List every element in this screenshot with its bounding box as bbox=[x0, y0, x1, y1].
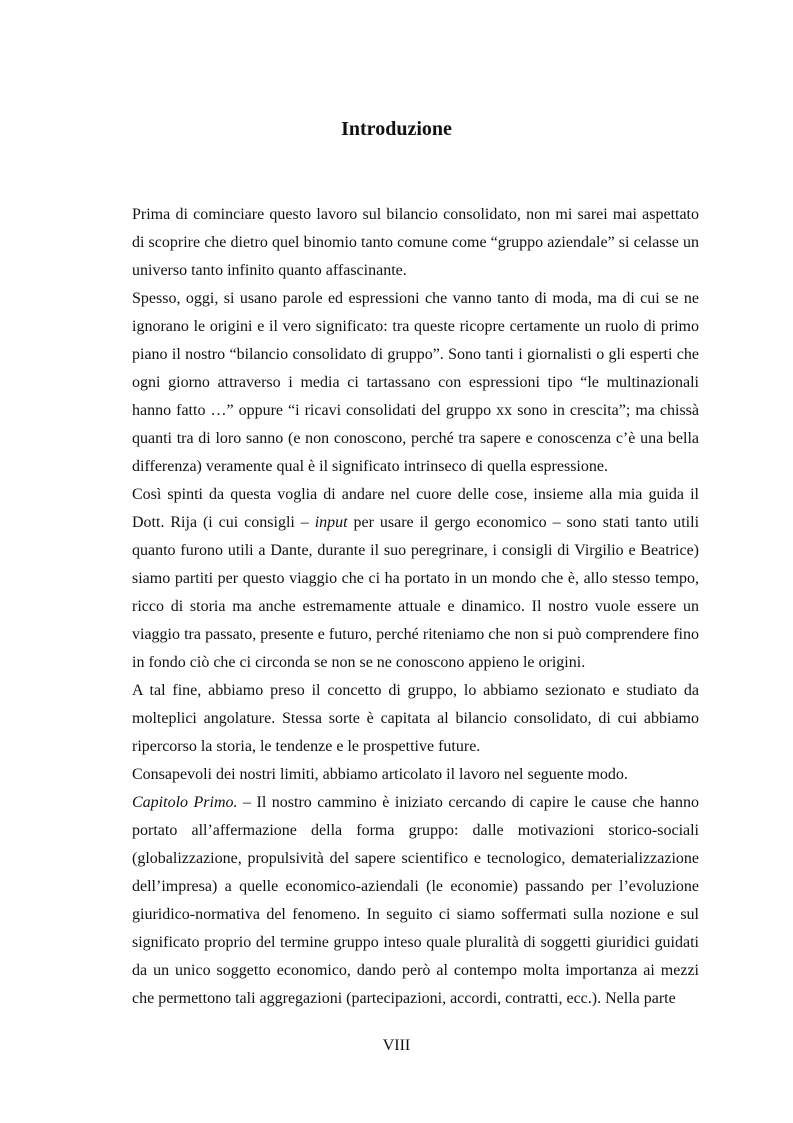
paragraph-3-italic-term: input bbox=[314, 514, 348, 531]
paragraph-2: Spesso, oggi, si usano parole ed espressioni che vanno tanto di moda, ma di cui se ne ignorano le origini e il vero significato: tra queste ricopre certamente un ruolo di primo piano il nostro “bilancio consolidato di gruppo”. Sono tanti i giornalisti o gli esperti che ogni giorno attraverso i media ci tartassano con espressioni tipo “le multinazionali hanno fatto …” oppure “i ricavi consolidati del gruppo xx sono in crescita”; ma chissà quanti tra di loro sanno (e non conoscono, perché tra sapere e conoscenza c’è una bella differenza) veramente qual è il significato intrinseco di quella espressione. bbox=[132, 290, 699, 475]
paragraph-1: Prima di cominciare questo lavoro sul bilancio consolidato, non mi sarei mai aspettato di scoprire che dietro quel binomio tanto comune come “gruppo aziendale” si celasse un universo tanto infinito quanto affascinante. bbox=[132, 206, 699, 279]
paragraph-4: A tal fine, abbiamo preso il concetto di gruppo, lo abbiamo sezionato e studiato da molteplici angolature. Stessa sorte è capitata al bilancio consolidato, di cui abbiamo ripercorso la storia, le tendenze e le prospettive future. bbox=[132, 682, 699, 755]
page-title: Introduzione bbox=[341, 118, 452, 140]
body-text bbox=[132, 201, 699, 1013]
paragraph-3-text-after: per usare il gergo economico – sono stati tanto utili quanto furono utili a Dante, durante il suo peregrinare, i consigli di Virgilio e Beatrice) siamo partiti per questo viaggio che ci ha portato in un mondo che è, allo stesso tempo, ricco di storia ma anche estremamente attuale e dinamico. Il nostro vuole essere un viaggio tra passato, presente e futuro, perché riteniamo che non si può comprendere fino in fondo ciò che ci circonda se non se ne conoscono appieno le origini. bbox=[132, 514, 700, 671]
paragraph-3 bbox=[132, 481, 699, 677]
paragraph-6 bbox=[132, 789, 699, 1013]
paragraph-6-text: – Il nostro cammino è iniziato cercando di capire le cause che hanno portato all’affermazione della forma gruppo: dalle motivazioni storico-sociali (globalizzazione, propulsività del sapere scientifico e tecnologico, dematerializzazione dell’impresa) a quelle economico-aziendali (le economie) passando per l’evoluzione giuridico-normativa del fenomeno. In seguito ci siamo soffermati sulla nozione e sul significato proprio del termine gruppo inteso quale pluralità di soggetti giuridici guidati da un unico soggetto economico, dando però al contempo molta importanza ai mezzi che permettono tali aggregazioni (partecipazioni, accordi, contratti, ecc.). Nella parte bbox=[132, 794, 699, 1007]
paragraph-5: Consapevoli dei nostri limiti, abbiamo articolato il lavoro nel seguente modo. bbox=[132, 766, 628, 783]
chapter-heading-inline: Capitolo Primo. bbox=[132, 794, 238, 811]
paragraph-3-text-before: Così spinti da questa voglia di andare nel cuore delle cose, insieme alla mia guida il Dott. Rija (i cui consigli – bbox=[132, 486, 699, 531]
page-number: VIII bbox=[382, 1037, 411, 1054]
